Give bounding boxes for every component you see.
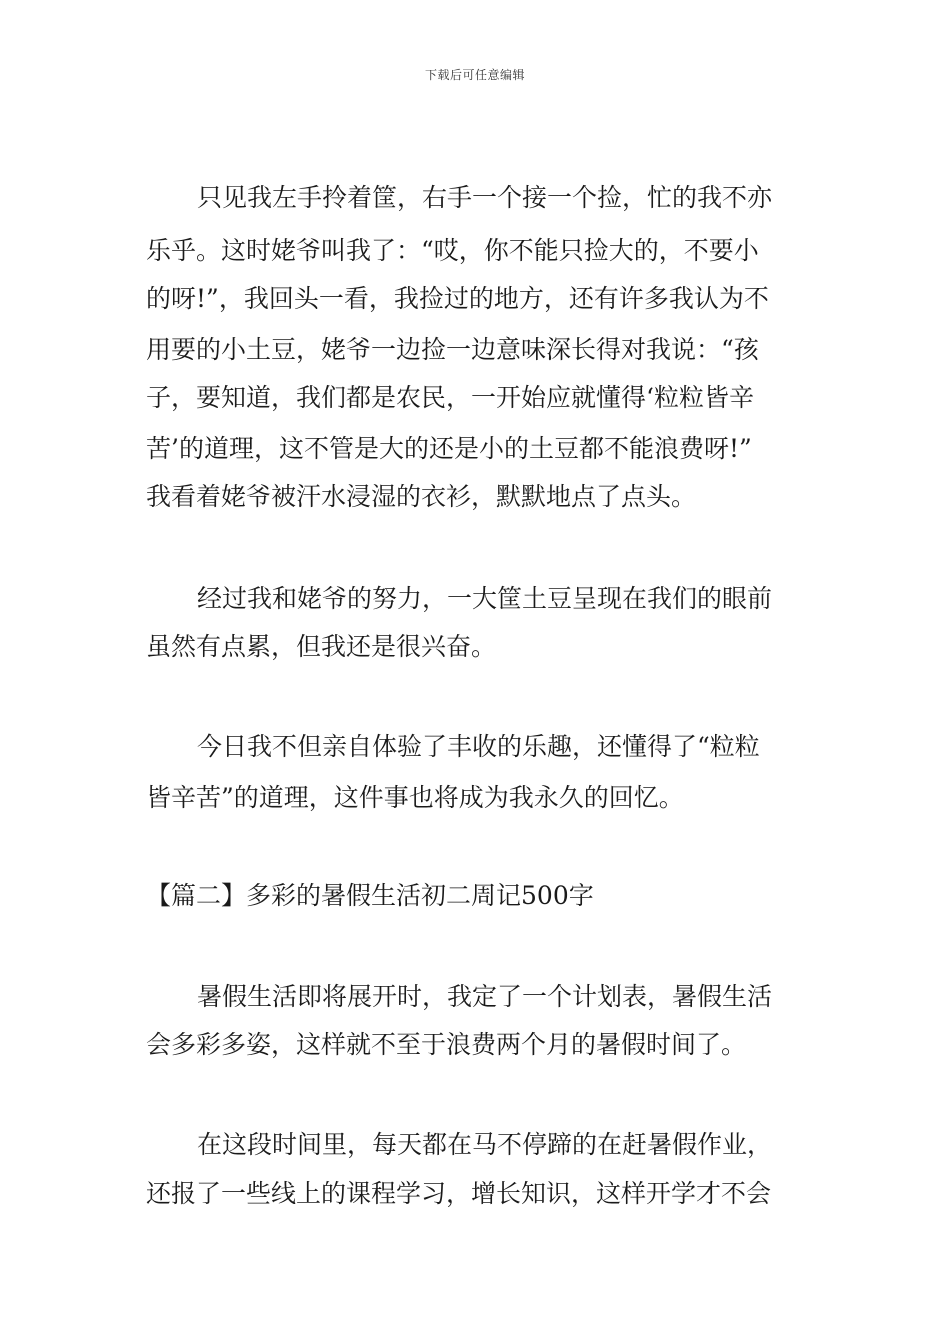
paragraph-line: 在这段时间里，每天都在马不停蹄的在赶暑假作业， [197,1130,773,1159]
section-heading: 【篇二】多彩的暑假生活初二周记500字 [146,881,594,910]
paragraph-line: 只见我左手拎着筐，右手一个接一个捡，忙的我不亦 [197,183,773,212]
paragraph-line: 的呀!”，我回头一看，我捡过的地方，还有许多我认为不 [146,284,769,313]
paragraph-line: 暑假生活即将展开时，我定了一个计划表，暑假生活 [197,982,773,1011]
paragraph-line: 经过我和姥爷的努力，一大筐土豆呈现在我们的眼前 [197,584,773,613]
page-header: 下载后可任意编辑 [424,68,525,82]
paragraph-line: 用要的小土豆，姥爷一边捡一边意味深长得对我说：“孩 [146,335,759,364]
paragraph-line: 子，要知道，我们都是农民，一开始应就懂得‘粒粒皆辛 [146,383,754,412]
paragraph-line: 今日我不但亲自体验了丰收的乐趣，还懂得了“粒粒 [197,732,760,761]
paragraph-line: 皆辛苦”的道理，这件事也将成为我永久的回忆。 [146,783,684,812]
paragraph-line: 还报了一些线上的课程学习，增长知识，这样开学才不会 [146,1179,772,1208]
paragraph-line: 会多彩多姿，这样就不至于浪费两个月的暑假时间了。 [146,1030,747,1059]
paragraph-line: 乐乎。这时姥爷叫我了：“哎，你不能只捡大的，不要小 [146,236,759,265]
paragraph-line: 苦’的道理，这不管是大的还是小的土豆都不能浪费呀!” [146,434,752,463]
paragraph-line: 我看着姥爷被汗水浸湿的衣衫，默默地点了点头。 [146,482,697,511]
paragraph-line: 虽然有点累，但我还是很兴奋。 [146,632,497,661]
